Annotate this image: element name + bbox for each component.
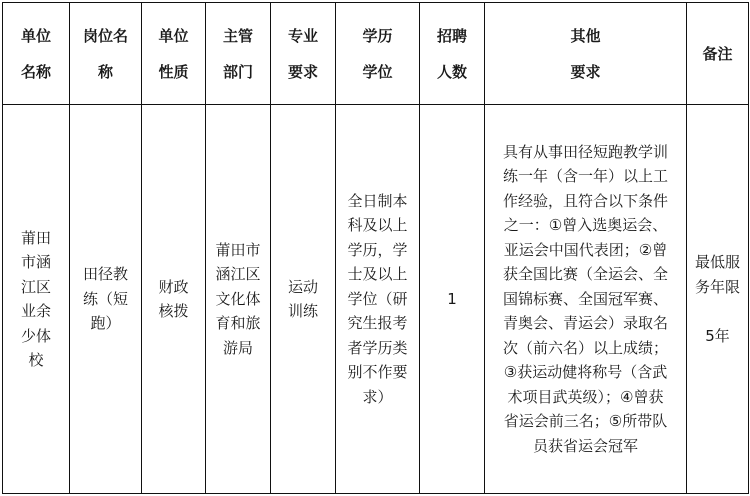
header-unit-name: 单位 名称	[3, 3, 70, 105]
cell-unit-name: 莆田 市涵 江区 业余 少体 校	[3, 105, 70, 494]
cell-other-requirements: 具有从事田径短跑教学训 练一年（含一年）以上工 作经验，且符合以下条件 之一：①曾入选奥运会、 亚运会中国代表团；②曾 获全国比赛（全运会、全 国锦标赛、全国冠军赛、 青奥会、青运会）录取名 次（前六名）以上成绩； ③获运动健将称号（含武 术项目武英级）；④曾获 省运会前三名；⑤所带队 员获省运会冠军	[485, 105, 687, 494]
header-major: 专业 要求	[271, 3, 336, 105]
cell-authority: 莆田市 涵江区 文化体 育和旅 游局	[206, 105, 271, 494]
cell-unit-nature: 财政 核拨	[142, 105, 206, 494]
cell-position-name: 田径教 练（短 跑）	[70, 105, 142, 494]
header-count: 招聘 人数	[420, 3, 485, 105]
header-row	[3, 3, 749, 105]
header-education: 学历 学位	[336, 3, 420, 105]
header-other: 其他 要求	[485, 3, 687, 105]
cell-education: 全日制本 科及以上 学历，学 士及以上 学位（研 究生报考 者学历类 别不作要 求）	[336, 105, 420, 494]
recruitment-table	[2, 2, 749, 494]
cell-major: 运动 训练	[271, 105, 336, 494]
header-remark: 备注	[687, 3, 749, 105]
table-row	[3, 105, 749, 494]
header-unit-nature: 单位 性质	[142, 3, 206, 105]
header-position-name: 岗位名 称	[70, 3, 142, 105]
cell-count: 1	[420, 105, 485, 494]
cell-remark: 最低服 务年限 5年	[687, 105, 749, 494]
header-authority: 主管 部门	[206, 3, 271, 105]
